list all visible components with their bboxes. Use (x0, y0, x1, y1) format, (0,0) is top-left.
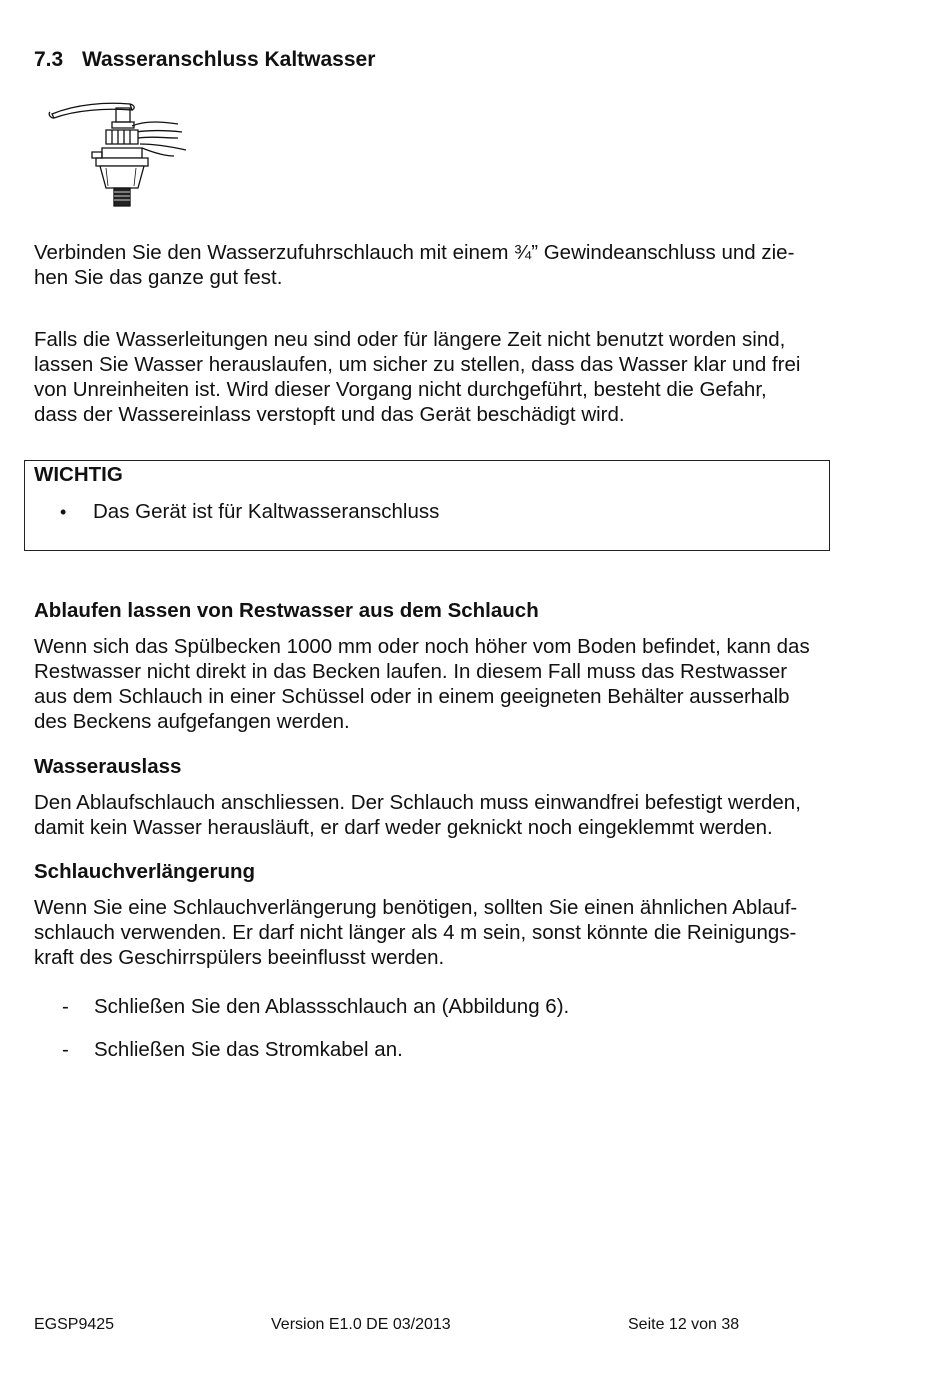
notice-title: WICHTIG (34, 463, 123, 486)
dash-marker: - (62, 995, 69, 1018)
text-line: dass der Wassereinlass verstopft und das Gerät beschädigt wird. (34, 403, 625, 426)
text-line: lassen Sie Wasser herauslaufen, um sicher zu stellen, dass das Wasser klar und frei (34, 353, 801, 376)
text-line: damit kein Wasser herausläuft, er darf weder geknickt noch eingeklemmt werden. (34, 816, 773, 839)
connect-paragraph (34, 240, 874, 290)
drain-paragraph (34, 634, 874, 734)
text-line: schlauch verwenden. Er darf nicht länger als 4 m sein, sonst könnte die Reinigungs- (34, 921, 797, 944)
footer-version: Version E1.0 DE 03/2013 (271, 1316, 451, 1333)
section-title: Wasseranschluss Kaltwasser (82, 48, 376, 71)
faucet-hose-connection-icon (46, 96, 196, 216)
text-line: Verbinden Sie den Wasserzufuhrschlauch mit einem ¾” Gewindeanschluss und zie- (34, 241, 795, 264)
flush-paragraph (34, 327, 874, 427)
text-line: kraft des Geschirrspülers beeinflusst werden. (34, 946, 445, 969)
step-text: Schließen Sie das Stromkabel an. (94, 1038, 403, 1061)
text-line: Restwasser nicht direkt in das Becken laufen. In diesem Fall muss das Restwasser (34, 660, 788, 683)
step-item (62, 994, 569, 1019)
text-line: Wenn sich das Spülbecken 1000 mm oder noch höher vom Boden befindet, kann das (34, 635, 810, 658)
step-text: Schließen Sie den Ablassschlauch an (Abbildung 6). (94, 995, 570, 1018)
step-item (62, 1037, 403, 1062)
section-heading (34, 48, 375, 72)
outlet-paragraph (34, 790, 874, 840)
footer-model: EGSP9425 (34, 1316, 115, 1333)
text-line: des Beckens aufgefangen werden. (34, 710, 350, 733)
drain-heading: Ablaufen lassen von Restwasser aus dem Schlauch (34, 599, 539, 622)
text-line: Falls die Wasserleitungen neu sind oder für längere Zeit nicht benutzt worden sind, (34, 328, 786, 351)
outlet-heading: Wasserauslass (34, 755, 182, 778)
section-number: 7.3 (34, 48, 64, 71)
text-line: hen Sie das ganze gut fest. (34, 266, 283, 289)
footer-page-number: Seite 12 von 38 (628, 1316, 740, 1333)
text-line: aus dem Schlauch in einer Schüssel oder in einem geeigneten Behälter ausserhalb (34, 685, 790, 708)
text-line: Den Ablaufschlauch anschliessen. Der Schlauch muss einwandfrei befestigt werden, (34, 791, 801, 814)
notice-bullet (60, 499, 439, 525)
dash-marker: - (62, 1038, 69, 1061)
extension-paragraph (34, 895, 874, 970)
text-line: von Unreinheiten ist. Wird dieser Vorgang nicht durchgeführt, besteht die Gefahr, (34, 378, 767, 401)
bullet-icon: • (60, 502, 67, 522)
text-line: Wenn Sie eine Schlauchverlängerung benötigen, sollten Sie einen ähnlichen Ablauf- (34, 896, 798, 919)
notice-bullet-text: Das Gerät ist für Kaltwasseranschluss (93, 500, 440, 523)
extension-heading: Schlauchverlängerung (34, 860, 256, 883)
